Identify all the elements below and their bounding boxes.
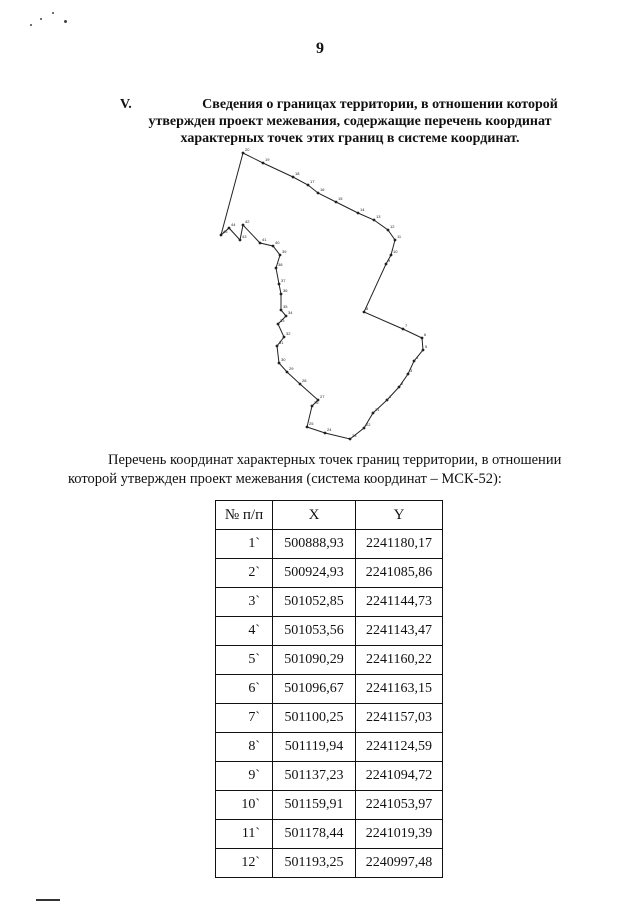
x-coordinate-cell: 501193,25: [273, 849, 356, 878]
boundary-vertex: [306, 426, 309, 429]
vertex-label: 37: [281, 278, 286, 283]
table-header-row: [216, 501, 443, 530]
vertex-label: 14: [360, 207, 365, 212]
point-number-cell: 12`: [216, 849, 273, 878]
point-number-cell: 11`: [216, 820, 273, 849]
vertex-label: 22: [366, 422, 371, 427]
table-body: [216, 530, 443, 878]
table-row: [216, 588, 443, 617]
point-number-cell: 2`: [216, 559, 273, 588]
table-row: [216, 646, 443, 675]
boundary-vertex: [357, 212, 360, 215]
table-row: [216, 704, 443, 733]
intro-line: которой утвержден проект межевания (система координат – МСК-52):: [68, 471, 502, 487]
boundary-vertex: [413, 360, 416, 363]
vertex-label: 28: [302, 378, 307, 383]
boundary-vertex: [292, 176, 295, 179]
vertex-label: 35: [283, 304, 288, 309]
point-number-cell: 5`: [216, 646, 273, 675]
point-number-cell: 10`: [216, 791, 273, 820]
table-row: [216, 617, 443, 646]
boundary-vertex: [421, 337, 424, 340]
x-coordinate-cell: 501159,91: [273, 791, 356, 820]
boundary-vertex: [278, 362, 281, 365]
table-row: [216, 530, 443, 559]
table-row: [216, 675, 443, 704]
boundary-vertex: [278, 283, 281, 286]
boundary-vertex: [259, 242, 262, 245]
boundary-vertex: [276, 345, 279, 348]
vertex-label: 29: [289, 366, 294, 371]
vertex-label: 30: [281, 357, 286, 362]
x-coordinate-cell: 501090,29: [273, 646, 356, 675]
y-coordinate-cell: 2240997,48: [356, 849, 443, 878]
vertex-label: 39: [282, 249, 287, 254]
scan-mark: [36, 899, 60, 901]
x-coordinate-cell: 500924,93: [273, 559, 356, 588]
point-number-cell: 1`: [216, 530, 273, 559]
vertex-label: 41: [262, 237, 267, 242]
table-row: [216, 762, 443, 791]
y-coordinate-cell: 2241144,73: [356, 588, 443, 617]
y-coordinate-cell: 2241094,72: [356, 762, 443, 791]
point-number-cell: 9`: [216, 762, 273, 791]
boundary-vertex: [317, 192, 320, 195]
vertex-label: 25: [309, 421, 314, 426]
vertex-label: 42: [245, 219, 250, 224]
vertex-label: 31: [279, 340, 284, 345]
point-number-cell: 8`: [216, 733, 273, 762]
x-coordinate-cell: 500888,93: [273, 530, 356, 559]
vertex-label: 3: [410, 368, 413, 373]
vertex-label: 45: [223, 229, 228, 234]
boundary-vertex: [275, 267, 278, 270]
boundary-vertex: [372, 412, 375, 415]
boundary-vertex: [242, 152, 245, 155]
boundary-vertex: [285, 315, 288, 318]
vertex-label: 43: [242, 234, 247, 239]
boundary-vertex: [228, 227, 231, 230]
table-row: [216, 559, 443, 588]
boundary-vertex: [242, 224, 245, 227]
boundary-vertex: [277, 323, 280, 326]
y-coordinate-cell: 2241053,97: [356, 791, 443, 820]
vertex-label: 5: [425, 344, 428, 349]
table-row: [216, 733, 443, 762]
heading-line: характерных точек этих границ в системе координат.: [180, 131, 520, 146]
vertex-label: 26: [314, 400, 319, 405]
boundary-vertex: [402, 328, 405, 331]
x-coordinate-cell: 501137,23: [273, 762, 356, 791]
vertex-label: 13: [376, 214, 381, 219]
boundary-labels: [223, 147, 428, 438]
coordinates-table: [215, 500, 443, 878]
y-coordinate-cell: 2241085,86: [356, 559, 443, 588]
table-row: [216, 820, 443, 849]
boundary-vertex: [324, 432, 327, 435]
boundary-vertex: [373, 219, 376, 222]
boundary-vertex: [307, 184, 310, 187]
x-coordinate-cell: 501178,44: [273, 820, 356, 849]
vertex-label: 12: [390, 224, 395, 229]
y-coordinate-cell: 2241163,15: [356, 675, 443, 704]
boundary-vertex: [286, 371, 289, 374]
x-coordinate-cell: 501096,67: [273, 675, 356, 704]
boundary-vertex: [299, 383, 302, 386]
point-number-cell: 4`: [216, 617, 273, 646]
vertex-label: 36: [283, 288, 288, 293]
vertex-label: 27: [320, 394, 325, 399]
column-header-number: № п/п: [216, 501, 273, 530]
y-coordinate-cell: 2241180,17: [356, 530, 443, 559]
boundary-vertex: [422, 349, 425, 352]
y-coordinate-cell: 2241019,39: [356, 820, 443, 849]
vertex-label: 32: [286, 331, 291, 336]
boundary-vertex: [311, 405, 314, 408]
intro-paragraph: [68, 451, 588, 489]
boundary-vertex: [386, 399, 389, 402]
vertex-label: 1: [389, 394, 392, 399]
boundary-vertex: [407, 373, 410, 376]
heading-line: Сведения о границах территории, в отношении которой: [202, 97, 558, 112]
scan-speck: [52, 12, 54, 14]
vertex-label: 40: [275, 240, 280, 245]
boundary-vertex: [220, 234, 223, 237]
vertex-label: 6: [424, 332, 427, 337]
boundary-vertex: [280, 293, 283, 296]
boundary-vertex: [363, 311, 366, 314]
boundary-vertex: [239, 239, 242, 242]
intro-line: Перечень координат характерных точек границ территории, в отношении: [108, 452, 562, 468]
vertex-label: 20: [245, 147, 250, 152]
boundary-vertex: [272, 245, 275, 248]
boundary-vertex: [283, 336, 286, 339]
vertex-label: 16: [320, 187, 325, 192]
column-header-x: X: [273, 501, 356, 530]
y-coordinate-cell: 2241160,22: [356, 646, 443, 675]
y-coordinate-cell: 2241143,47: [356, 617, 443, 646]
point-number-cell: 7`: [216, 704, 273, 733]
y-coordinate-cell: 2241157,03: [356, 704, 443, 733]
vertex-label: 21: [375, 407, 380, 412]
boundary-vertex: [398, 386, 401, 389]
vertex-label: 11: [397, 234, 402, 239]
point-number-cell: 6`: [216, 675, 273, 704]
boundary-vertex: [387, 229, 390, 232]
x-coordinate-cell: 501119,94: [273, 733, 356, 762]
boundary-vertex: [390, 254, 393, 257]
vertex-label: 24: [327, 427, 332, 432]
table-row: [216, 791, 443, 820]
section-numeral: V.: [120, 97, 132, 112]
y-coordinate-cell: 2241124,59: [356, 733, 443, 762]
vertex-label: 7: [405, 323, 408, 328]
vertex-label: 4: [416, 355, 419, 360]
scan-speck: [30, 24, 32, 26]
vertex-label: 44: [231, 222, 236, 227]
x-coordinate-cell: 501100,25: [273, 704, 356, 733]
vertex-label: 33: [280, 318, 285, 323]
boundary-vertex: [280, 309, 283, 312]
boundary-vertex: [335, 201, 338, 204]
vertex-label: 10: [393, 249, 398, 254]
vertex-label: 2: [401, 381, 404, 386]
scan-speck: [40, 18, 42, 20]
heading-line: утвержден проект межевания, содержащие перечень координат: [148, 114, 552, 129]
vertex-label: 18: [295, 171, 300, 176]
boundary-vertex: [262, 162, 265, 165]
point-number-cell: 3`: [216, 588, 273, 617]
page-number: 9: [316, 40, 324, 57]
vertex-label: 15: [338, 196, 343, 201]
boundary-diagram: [190, 140, 450, 450]
boundary-vertex: [279, 254, 282, 257]
boundary-vertex: [394, 239, 397, 242]
vertex-label: 8: [366, 306, 369, 311]
x-coordinate-cell: 501052,85: [273, 588, 356, 617]
scan-speck: [64, 20, 67, 23]
column-header-y: Y: [356, 501, 443, 530]
vertex-label: 23: [352, 433, 357, 438]
boundary-vertex: [349, 438, 352, 441]
x-coordinate-cell: 501053,56: [273, 617, 356, 646]
boundary-vertex: [385, 263, 388, 266]
vertex-label: 9: [388, 258, 391, 263]
vertex-label: 34: [288, 310, 293, 315]
vertex-label: 38: [278, 262, 283, 267]
vertex-label: 17: [310, 179, 315, 184]
vertex-label: 19: [265, 157, 270, 162]
boundary-vertex: [363, 427, 366, 430]
table-row: [216, 849, 443, 878]
